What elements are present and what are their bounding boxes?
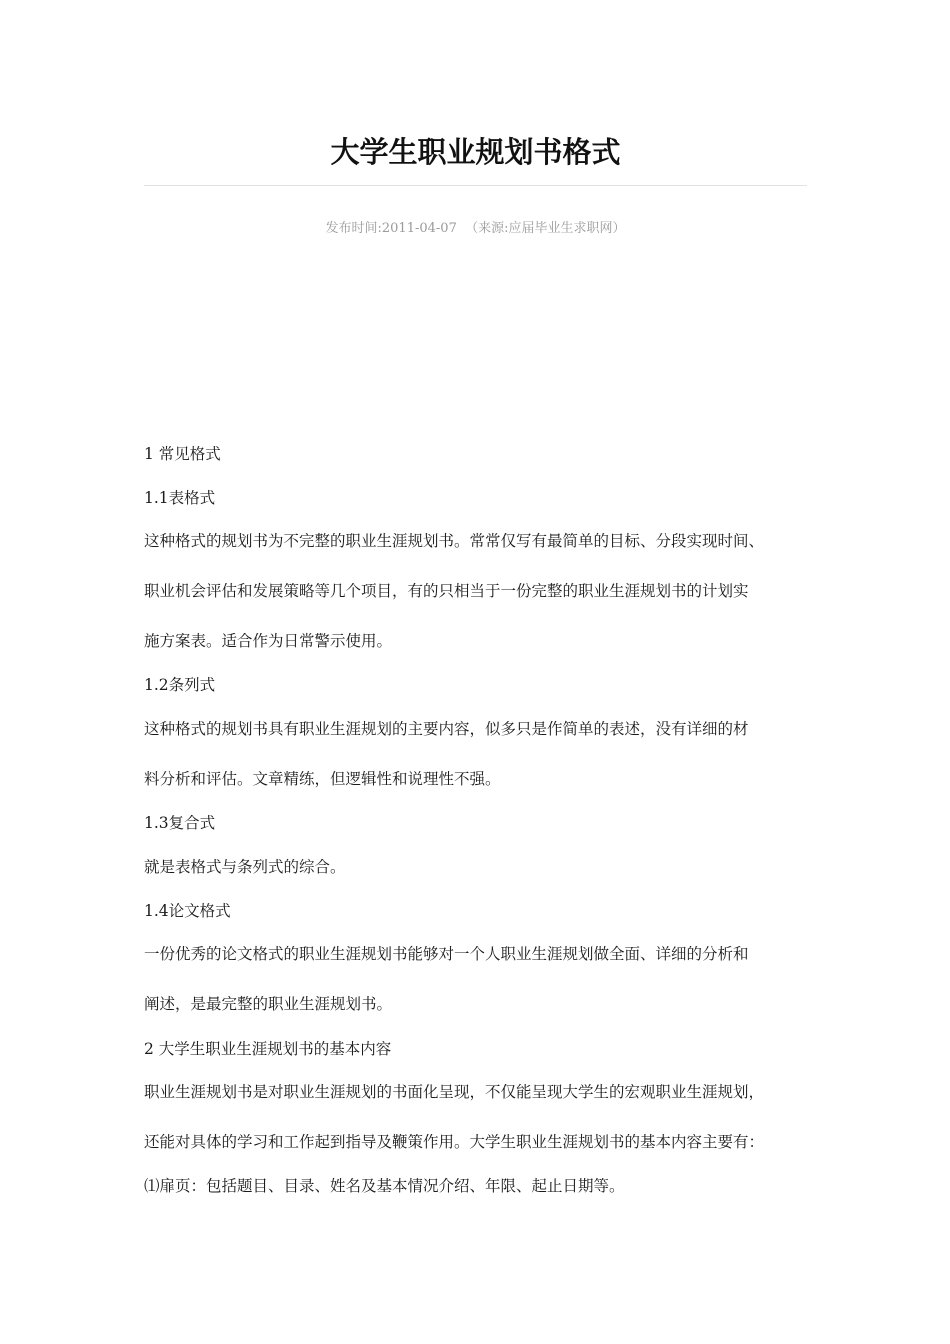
meta-spacer: [457, 221, 465, 236]
subsection-heading: 1.4论文格式: [144, 902, 231, 920]
body-line: 就是表格式与条列式的综合。: [144, 858, 346, 876]
body-line: 职业生涯规划书是对职业生涯规划的书面化呈现，不仅能呈现大学生的宏观职业生涯规划，: [144, 1083, 765, 1101]
body-line: 这种格式的规划书具有职业生涯规划的主要内容，似多只是作简单的表述，没有详细的材: [144, 720, 749, 738]
body-line: 还能对具体的学习和工作起到指导及鞭策作用。大学生职业生涯规划书的基本内容主要有：: [144, 1133, 765, 1151]
article-source: （来源:应届毕业生求职网）: [465, 221, 626, 236]
body-line: 职业机会评估和发展策略等几个项目，有的只相当于一份完整的职业生涯规划书的计划实: [144, 582, 749, 600]
body-line: 一份优秀的论文格式的职业生涯规划书能够对一个人职业生涯规划做全面、详细的分析和: [144, 945, 749, 963]
subsection-heading: 1.2条列式: [144, 676, 216, 694]
body-line: 这种格式的规划书为不完整的职业生涯规划书。常常仅写有最简单的目标、分段实现时间、: [144, 532, 765, 550]
body-line: 阐述，是最完整的职业生涯规划书。: [144, 995, 393, 1013]
published-date: 2011-04-07: [381, 221, 457, 236]
title-divider: [144, 185, 807, 186]
article-title: 大学生职业规划书格式: [330, 135, 621, 169]
list-item: ⑴扉页：包括题目、目录、姓名及基本情况介绍、年限、起止日期等。: [144, 1177, 625, 1195]
subsection-heading: 1.3复合式: [144, 814, 216, 832]
section-heading: 2 大学生职业生涯规划书的基本内容: [144, 1040, 392, 1058]
article-meta: [144, 219, 807, 239]
published-label: 发布时间:: [325, 221, 382, 236]
subsection-heading: 1.1表格式: [144, 489, 216, 507]
body-line: 施方案表。适合作为日常警示使用。: [144, 632, 393, 650]
body-line: 料分析和评估。文章精练，但逻辑性和说理性不强。: [144, 770, 501, 788]
section-heading: 1 常见格式: [144, 445, 221, 463]
